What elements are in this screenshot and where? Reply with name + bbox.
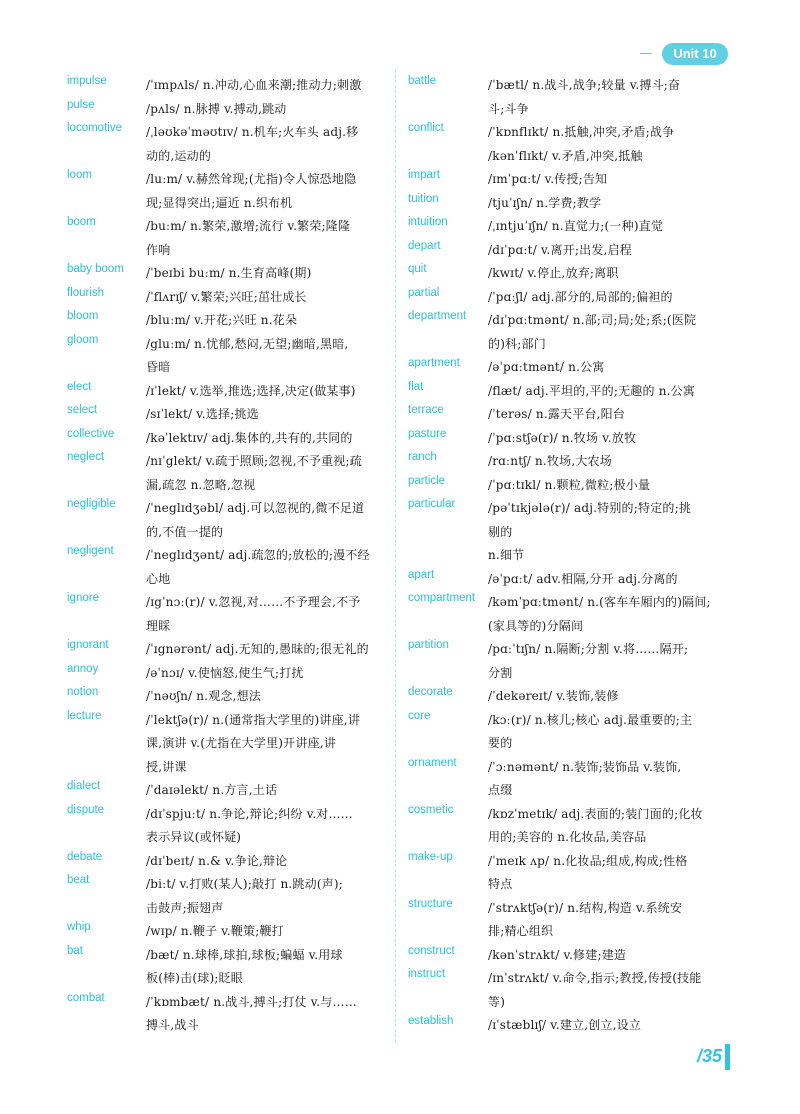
vocab-entry: [408, 709, 728, 756]
vocab-entry: [408, 380, 728, 404]
vocab-word: core: [408, 709, 431, 722]
vocab-word: whip: [67, 921, 91, 933]
definition-line: /kənˈstrʌkt/ v.修建;建造: [488, 947, 627, 962]
vocab-word: boom: [67, 216, 96, 228]
definition-line: /ˈɪgnərənt/ adj.无知的,愚昧的;很无礼的: [146, 642, 369, 656]
vocab-definition: [146, 286, 387, 310]
definition-continuation: 搏斗,战斗: [146, 1018, 199, 1032]
vocab-word: compartment: [408, 592, 476, 604]
vocab-definition: [146, 850, 387, 874]
page-number: /35: [696, 1046, 722, 1066]
vocab-definition: [488, 897, 728, 944]
vocab-entry: [67, 544, 387, 591]
definition-continuation: 表示异议(或怀疑): [146, 830, 242, 844]
vocab-entry: [408, 121, 728, 168]
vocab-definition: [488, 709, 728, 756]
definition-line: /ˈneglɪdʒəbl/ adj.可以忽视的,微不足道: [146, 501, 365, 515]
vocab-word: debate: [67, 850, 103, 863]
definition-line: /bæt/ n.球棒,球拍,球板;蝙蝠 v.用球: [146, 947, 343, 962]
vocab-word: combat: [67, 991, 105, 1004]
vocab-entry: [67, 450, 387, 497]
vocab-word: collective: [67, 427, 115, 440]
vocab-definition: [146, 262, 387, 286]
vocab-definition: [488, 450, 728, 474]
definition-line: /dɪˈpɑːtmənt/ n.部;司;局;处;系;(医院: [488, 313, 697, 327]
vocab-definition: [488, 168, 728, 192]
vocab-word: apart: [408, 568, 435, 581]
vocab-entry: [67, 873, 387, 920]
column-divider: [395, 70, 396, 1042]
definition-line: /gluːm/ n.忧郁,愁闷,无望;幽暗,黑暗,: [146, 336, 349, 351]
definition-continuation: 分割: [488, 665, 513, 680]
vocab-entry: [67, 403, 387, 427]
definition-line: /pʌls/ n.脉搏 v.搏动,跳动: [146, 101, 287, 116]
definition-line: /kəmˈpɑːtmənt/ n.(客车车厢内的)隔间;: [488, 595, 711, 609]
vocab-word: terrace: [408, 404, 444, 416]
definition-continuation: 点缀: [488, 783, 513, 797]
vocab-definition: [146, 333, 387, 380]
vocab-definition: [488, 192, 728, 216]
vocab-entry: [408, 403, 728, 427]
definition-line: /rɑːntʃ/ n.牧场,大农场: [488, 454, 612, 468]
vocab-word: pasture: [408, 427, 447, 440]
vocab-definition: [488, 850, 728, 897]
definition-line: /dɪˈspjuːt/ n.争论,辩论;纠纷 v.对……: [146, 806, 353, 821]
vocab-word: make-up: [408, 850, 453, 863]
definition-line: /ˌɪntjuˈɪʃn/ n.直觉力;(一种)直觉: [488, 219, 664, 233]
vocab-word: dialect: [67, 780, 101, 792]
vocab-word: annoy: [67, 662, 99, 675]
vocab-entry: [67, 262, 387, 286]
vocab-entry: [67, 944, 387, 991]
definition-line: /ˈpɑːtɪkl/ n.颗粒,微粒;极小量: [488, 477, 651, 492]
definition-line: /wɪp/ n.鞭子 v.鞭策;鞭打: [146, 924, 284, 938]
definition-line: /pəˈtɪkjələ(r)/ adj.特别的;特定的;挑: [488, 501, 692, 515]
vocab-word: construct: [408, 944, 455, 957]
vocab-entry: [67, 333, 387, 380]
definition-line: /ˈpɑːstʃə(r)/ n.牧场 v.放牧: [488, 430, 637, 445]
definition-continuation: 漏,疏忽 n.忽略,忽视: [146, 477, 256, 492]
definition-continuation: 授,讲课: [146, 759, 187, 774]
vocab-definition: [146, 544, 387, 591]
vocab-definition: [488, 568, 728, 592]
vocab-word: notion: [67, 686, 99, 698]
vocab-word: negligent: [67, 545, 114, 557]
definition-continuation: 作响: [146, 242, 171, 257]
definition-line: /dɪˈbeɪt/ n.& v.争论,辩论: [146, 853, 288, 868]
vocab-entry: [408, 474, 728, 498]
definition-line: /əˈnɔɪ/ v.使恼怒,使生气;打扰: [146, 665, 304, 680]
definition-line: /ˈpɑːʃl/ adj.部分的,局部的;偏袒的: [488, 289, 673, 304]
vocab-definition: [146, 309, 387, 333]
definition-line: /ˈdekəreɪt/ v.装饰,装修: [488, 689, 619, 703]
vocab-entry: [67, 74, 387, 98]
vocab-definition: [146, 662, 387, 686]
vocab-entry: [67, 779, 387, 803]
vocab-entry: [408, 803, 728, 850]
vocab-word: battle: [408, 75, 437, 87]
vocab-entry: [67, 215, 387, 262]
vocab-entry: [408, 309, 728, 356]
vocab-definition: [146, 944, 387, 991]
vocab-entry: [67, 427, 387, 451]
vocab-entry: [67, 920, 387, 944]
vocab-word: pulse: [67, 98, 95, 111]
vocab-word: cosmetic: [408, 803, 454, 816]
vocab-word: flourish: [67, 286, 105, 299]
vocab-entry: [408, 1014, 728, 1038]
definition-line: /ˈɪmpʌls/ n.冲动,心血来潮;推动力;刺激: [146, 78, 362, 92]
definition-continuation: 要的: [488, 736, 513, 750]
vocab-entry: [67, 709, 387, 780]
vocab-definition: [488, 944, 728, 968]
vocab-entry: [408, 850, 728, 897]
definition-continuation: 心地: [146, 571, 171, 586]
definition-line: /ˈbætl/ n.战斗,战争;较量 v.搏斗;奋: [488, 78, 681, 92]
vocab-entry: [67, 98, 387, 122]
vocab-entry: [408, 944, 728, 968]
definition-continuation: 课,演讲 v.(尤指在大学里)开讲座,讲: [146, 736, 336, 750]
vocab-word: select: [67, 404, 98, 416]
vocab-definition: [488, 309, 728, 356]
definition-line: /kəˈlektɪv/ adj.集体的,共有的,共同的: [146, 430, 353, 445]
vocab-word: ignorant: [67, 639, 109, 651]
definition-line: /sɪˈlekt/ v.选择;挑选: [146, 407, 259, 421]
vocab-word: bat: [67, 944, 83, 957]
vocab-entry: [67, 309, 387, 333]
definition-continuation: 特点: [488, 877, 513, 891]
vocab-entry: [67, 662, 387, 686]
vocab-entry: [67, 803, 387, 850]
definition-continuation: /kənˈflɪkt/ v.矛盾,冲突,抵触: [488, 148, 643, 163]
definition-continuation: 动的,运动的: [146, 148, 212, 163]
definition-line: /kwɪt/ v.停止,放弃;离职: [488, 266, 619, 280]
definition-continuation: 等): [488, 994, 506, 1009]
vocab-word: decorate: [408, 686, 453, 698]
vocab-entry: [408, 685, 728, 709]
vocab-definition: [488, 474, 728, 498]
vocab-definition: [488, 403, 728, 427]
vocab-entry: [67, 685, 387, 709]
definition-line: /əˈpɑːt/ adv.相隔,分开 adj.分离的: [488, 571, 678, 586]
vocab-definition: [146, 591, 387, 638]
definition-line: /ɪˈlekt/ v.选举,推选;选择,决定(做某事): [146, 383, 356, 398]
vocab-definition: [488, 239, 728, 263]
vocab-word: particular: [408, 498, 456, 510]
vocab-entry: [67, 991, 387, 1038]
definition-line: /bluːm/ v.开花;兴旺 n.花朵: [146, 313, 298, 327]
definition-continuation: 击鼓声;振翅声: [146, 900, 224, 915]
definition-continuation: 用的;美容的 n.化妆品,美容品: [488, 830, 647, 844]
vocab-definition: [488, 286, 728, 310]
definition-continuation: 昏暗: [146, 360, 171, 374]
vocab-entry: [67, 497, 387, 544]
definition-continuation: 剔的: [488, 524, 513, 539]
definition-continuation: 理睬: [146, 618, 171, 633]
definition-line: /ɪmˈpɑːt/ v.传授;告知: [488, 172, 608, 186]
vocab-definition: [488, 427, 728, 451]
badge-connector-line: [640, 53, 652, 54]
vocab-entry: [408, 568, 728, 592]
vocab-word: negligible: [67, 498, 116, 510]
vocab-entry: [408, 239, 728, 263]
vocab-entry: [408, 591, 728, 638]
definition-continuation: 排;精心组织: [488, 924, 554, 938]
vocab-definition: [488, 1014, 728, 1038]
vocab-word: conflict: [408, 122, 444, 134]
vocab-definition: [146, 991, 387, 1038]
vocab-entry: [67, 850, 387, 874]
vocab-entry: [408, 967, 728, 1014]
right-column: [408, 74, 728, 1038]
definition-line: /əˈpɑːtmənt/ n.公寓: [488, 360, 605, 374]
vocab-definition: [146, 497, 387, 544]
vocab-entry: [408, 74, 728, 121]
vocab-definition: [488, 74, 728, 121]
vocab-word: partition: [408, 639, 449, 651]
definition-continuation: (家具等的)分隔间: [488, 618, 584, 633]
definition-line: /ˈneglɪdʒənt/ adj.疏忽的;放松的;漫不经: [146, 548, 370, 562]
definition-continuation: 板(棒)击(球);眨眼: [146, 971, 243, 985]
vocab-entry: [408, 192, 728, 216]
definition-line: /flæt/ adj.平坦的,平的;无趣的 n.公寓: [488, 383, 696, 398]
definition-line: /ˈnəʊʃn/ n.观念,想法: [146, 689, 262, 703]
definition-line: /ˈkɒnflɪkt/ n.抵触,冲突,矛盾;战争: [488, 125, 675, 139]
definition-line: /ˌləʊkəˈməʊtɪv/ n.机车;火车头 adj.移: [146, 125, 359, 139]
vocab-definition: [146, 638, 387, 662]
vocab-word: dispute: [67, 803, 105, 816]
vocab-definition: [488, 967, 728, 1014]
definition-continuation: n.细节: [488, 548, 525, 562]
unit-badge: Unit 10: [662, 43, 728, 65]
vocab-definition: [146, 803, 387, 850]
vocab-definition: [146, 427, 387, 451]
definition-line: /ˈkɒmbæt/ n.战斗,搏斗;打仗 v.与……: [146, 994, 357, 1009]
definition-line: /ˈmeɪk ʌp/ n.化妆品;组成,构成;性格: [488, 853, 688, 868]
definition-continuation: 的)科;部门: [488, 336, 546, 351]
vocab-definition: [146, 920, 387, 944]
definition-line: /ˈstrʌktʃə(r)/ n.结构,构造 v.系统安: [488, 900, 683, 915]
vocab-word: loom: [67, 169, 92, 181]
vocab-word: department: [408, 310, 467, 322]
definition-continuation: 现;显得突出;逼近 n.织布机: [146, 195, 293, 210]
left-column: [67, 74, 387, 1038]
vocab-entry: [408, 356, 728, 380]
vocab-word: quit: [408, 263, 427, 275]
vocab-word: partial: [408, 286, 440, 299]
vocab-entry: [67, 121, 387, 168]
definition-line: /ˈbeɪbi buːm/ n.生育高峰(期): [146, 266, 312, 280]
vocab-entry: [408, 756, 728, 803]
vocab-word: elect: [67, 380, 92, 393]
vocab-definition: [488, 756, 728, 803]
vocab-word: structure: [408, 897, 453, 910]
vocab-word: ornament: [408, 756, 457, 769]
vocab-word: apartment: [408, 357, 460, 369]
vocab-definition: [146, 450, 387, 497]
definition-line: /buːm/ n.繁荣,激增;流行 v.繁荣;隆隆: [146, 219, 351, 233]
vocab-definition: [146, 215, 387, 262]
vocab-entry: [408, 450, 728, 474]
definition-line: /nɪˈglekt/ v.疏于照顾;忽视,不予重视;疏: [146, 454, 362, 468]
vocab-entry: [67, 638, 387, 662]
vocab-definition: [146, 380, 387, 404]
definition-line: /ˈflʌrɪʃ/ v.繁荣;兴旺;茁壮成长: [146, 289, 307, 304]
vocab-definition: [146, 685, 387, 709]
vocab-definition: [488, 215, 728, 239]
vocab-definition: [488, 685, 728, 709]
vocab-word: lecture: [67, 709, 102, 722]
vocab-definition: [146, 403, 387, 427]
vocab-word: ignore: [67, 592, 99, 604]
vocab-word: tuition: [408, 192, 439, 205]
vocab-definition: [488, 262, 728, 286]
definition-line: /kɔː(r)/ n.核儿;核心 adj.最重要的;主: [488, 712, 693, 727]
vocab-entry: [67, 168, 387, 215]
vocab-word: ranch: [408, 451, 437, 463]
vocab-definition: [146, 873, 387, 920]
vocab-word: particle: [408, 474, 446, 487]
definition-line: /ɪgˈnɔː(r)/ v.忽视,对……不予理会,不予: [146, 595, 361, 609]
definition-line: /tjuˈɪʃn/ n.学费;教学: [488, 195, 602, 210]
definition-line: /biːt/ v.打败(某人);敲打 n.跳动(声);: [146, 877, 344, 891]
vocab-word: beat: [67, 874, 90, 886]
vocab-definition: [488, 638, 728, 685]
definition-line: /ˈɔːnəmənt/ n.装饰;装饰品 v.装饰,: [488, 759, 682, 774]
page-number-bar: [725, 1044, 730, 1070]
vocab-entry: [408, 168, 728, 192]
vocab-definition: [146, 121, 387, 168]
vocab-entry: [408, 262, 728, 286]
vocab-word: locomotive: [67, 122, 122, 134]
vocab-word: flat: [408, 380, 424, 393]
definition-line: /ɪnˈstrʌkt/ v.命令,指示;教授,传授(技能: [488, 971, 702, 985]
vocab-entry: [408, 215, 728, 239]
vocab-definition: [146, 98, 387, 122]
definition-line: /dɪˈpɑːt/ v.离开;出发,启程: [488, 242, 632, 257]
vocab-word: intuition: [408, 216, 448, 228]
definition-line: /ɪˈstæblɪʃ/ v.建立,创立,设立: [488, 1018, 642, 1032]
vocab-definition: [488, 591, 728, 638]
definition-continuation: 的,不值一提的: [146, 524, 224, 539]
vocab-entry: [67, 591, 387, 638]
vocab-definition: [488, 380, 728, 404]
vocab-word: establish: [408, 1015, 454, 1027]
definition-line: /ˈlektʃə(r)/ n.(通常指大学里的)讲座,讲: [146, 712, 361, 727]
vocab-entry: [67, 286, 387, 310]
definition-line: /ˈdaɪəlekt/ n.方言,土话: [146, 783, 278, 797]
vocab-definition: [488, 803, 728, 850]
vocab-word: gloom: [67, 333, 99, 346]
vocab-entry: [408, 286, 728, 310]
vocab-entry: [408, 427, 728, 451]
vocab-word: impart: [408, 169, 440, 181]
vocab-entry: [67, 380, 387, 404]
definition-line: /kɒzˈmetɪk/ adj.表面的;装门面的;化妆: [488, 806, 703, 821]
definition-continuation: 斗;斗争: [488, 101, 529, 116]
vocab-word: neglect: [67, 451, 105, 463]
vocab-definition: [146, 709, 387, 780]
vocab-word: instruct: [408, 968, 446, 980]
vocab-entry: [408, 638, 728, 685]
vocab-entry: [408, 897, 728, 944]
vocab-word: depart: [408, 239, 441, 252]
vocab-word: impulse: [67, 75, 107, 87]
vocab-word: bloom: [67, 310, 99, 322]
vocab-definition: [146, 168, 387, 215]
definition-line: /ˈterəs/ n.露天平台,阳台: [488, 407, 626, 421]
definition-line: /luːm/ v.赫然耸现;(尤指)令人惊恐地隐: [146, 172, 357, 186]
vocab-definition: [488, 121, 728, 168]
definition-line: /pɑːˈtɪʃn/ n.隔断;分割 v.将……隔开;: [488, 642, 689, 656]
vocab-definition: [488, 497, 728, 568]
vocab-entry: [408, 497, 728, 568]
vocab-definition: [146, 74, 387, 98]
vocab-word: baby boom: [67, 263, 124, 275]
vocab-definition: [488, 356, 728, 380]
vocab-definition: [146, 779, 387, 803]
